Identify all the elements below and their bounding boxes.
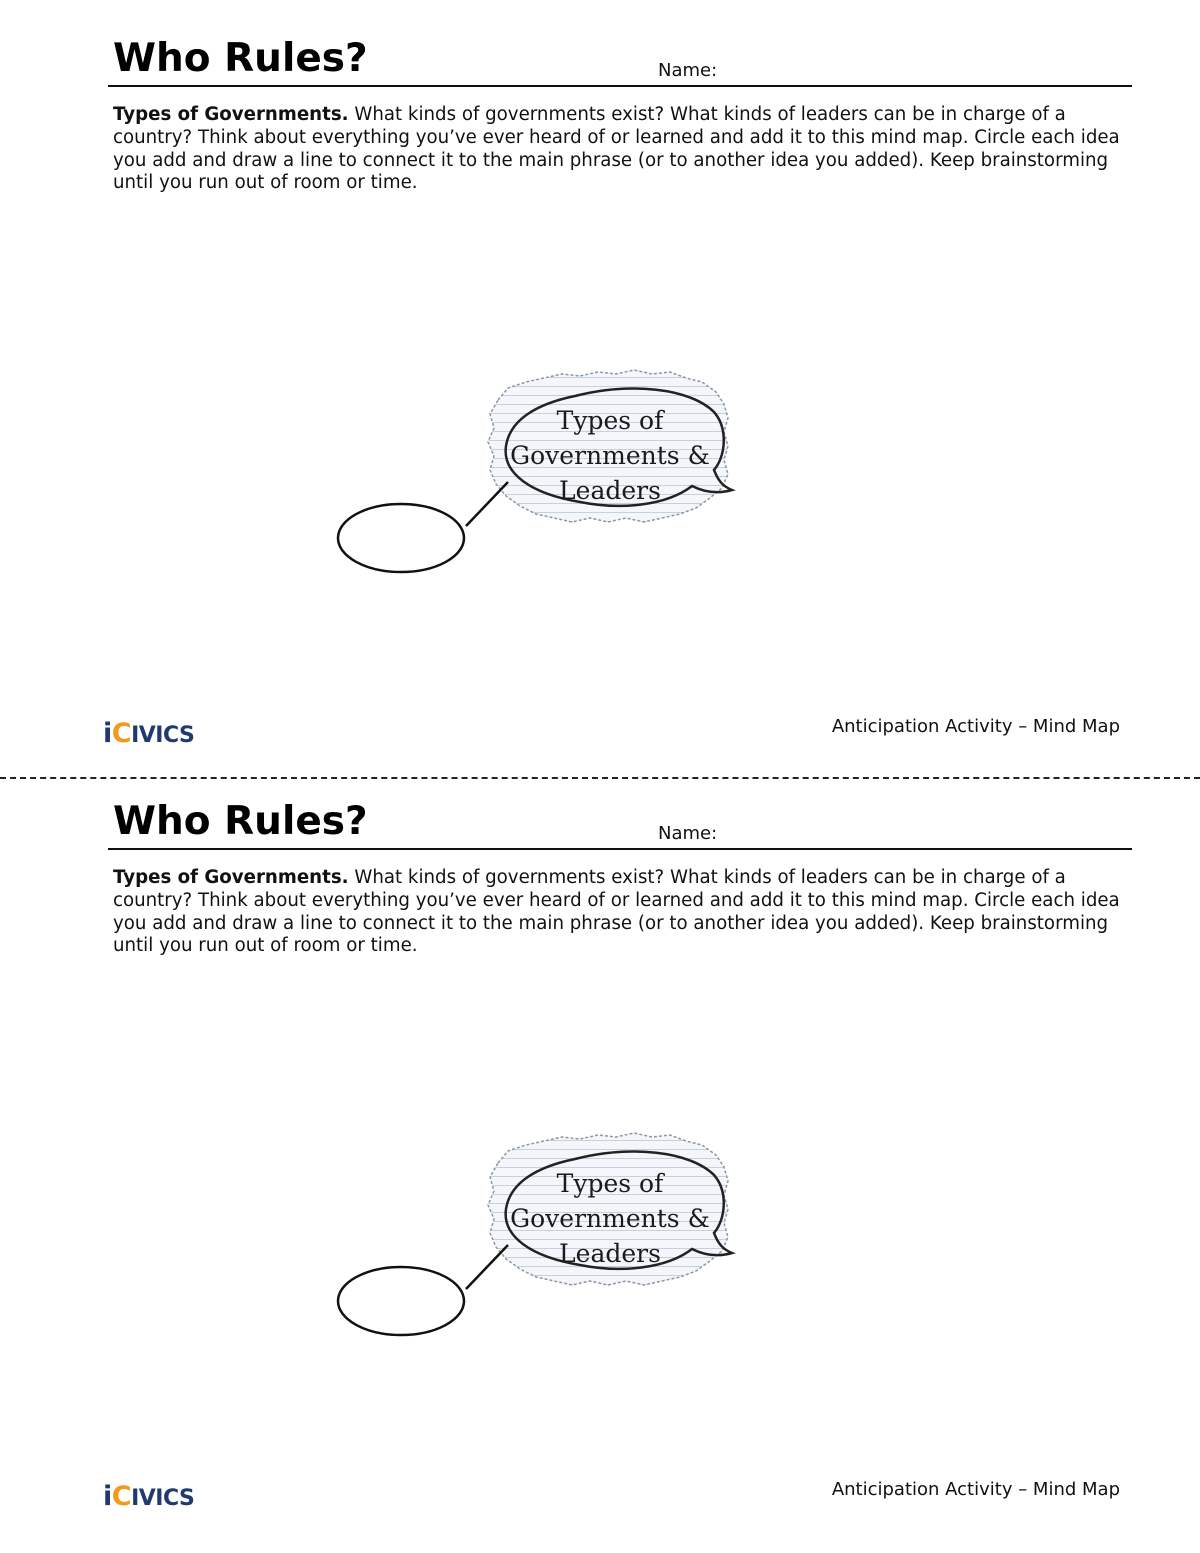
name-line [108,848,1132,850]
bubble-line-1: Types of [556,406,664,435]
icivics-logo [103,712,225,748]
bubble-line-3: Leaders [559,476,661,505]
idea-oval[interactable] [338,504,464,572]
instructions-lead: Types of Governments. [113,867,349,888]
bubble-line-2: Governments & [510,441,710,470]
name-line [108,85,1132,87]
instructions-body: What kinds of governments exist? What kinds of leaders can be in charge of a country? Think about everything you’ve ever heard of or learned and add it to this mind map. Circle each idea you add and draw a line to connect it to the main phrase (or to another idea you added). Keep brainstorming until you run out of room or time. [113,104,1120,194]
logo-text: iCIVICS [103,718,195,748]
mind-map [330,360,750,585]
footer-label: Anticipation Activity – Mind Map [831,1479,1120,1500]
name-label: Name: [658,823,718,844]
bubble-line-3: Leaders [559,1239,661,1268]
page-title: Who Rules? [113,799,368,844]
connector-line [466,1245,508,1289]
instructions-lead: Types of Governments. [113,104,349,125]
worksheet-top [0,0,1200,770]
logo-text: iCIVICS [103,1481,195,1511]
instructions-body: What kinds of governments exist? What kinds of leaders can be in charge of a country? Think about everything you’ve ever heard of or learned and add it to this mind map. Circle each idea you add and draw a line to connect it to the main phrase (or to another idea you added). Keep brainstorming until you run out of room or time. [113,867,1120,957]
connector-line [466,482,508,526]
mind-map [330,1123,750,1348]
bubble-line-2: Governments & [510,1204,710,1233]
icivics-logo [103,1475,225,1511]
page-title: Who Rules? [113,36,368,81]
name-label: Name: [658,60,718,81]
bubble-line-1: Types of [556,1169,664,1198]
worksheet-bottom [0,763,1200,1533]
footer-label: Anticipation Activity – Mind Map [831,716,1120,737]
instructions [113,867,1131,958]
instructions [113,104,1131,195]
idea-oval[interactable] [338,1267,464,1335]
